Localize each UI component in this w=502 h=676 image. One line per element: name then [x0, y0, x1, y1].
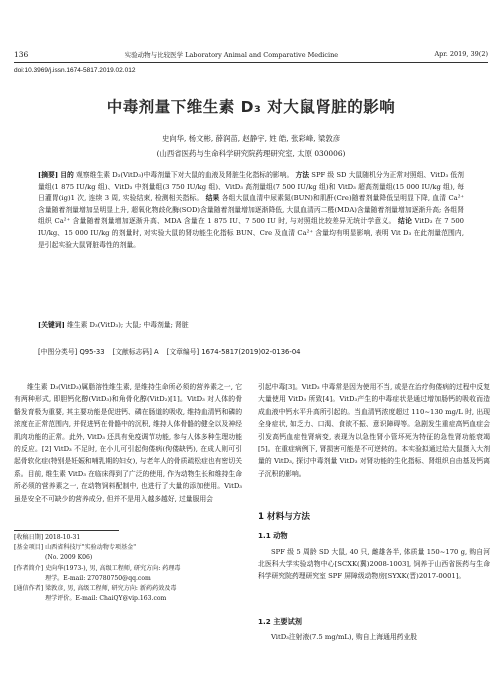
doi: doi:10.3969/j.issn.1674-5817.2019.02.012: [14, 67, 136, 74]
fund-label: [基金项目]: [14, 544, 44, 552]
purpose-label: 目的: [60, 171, 74, 179]
author-list: 史向华, 杨文彬, 薛润苗, 赵静宇, 姓 皓, 张彩峰, 梁敦彦: [161, 134, 341, 143]
purpose-text: 观察维生素 D₃(VitD₃)中毒剂量下对大鼠的血液及肾脏生化指标的影响。: [76, 171, 294, 179]
right-column: [258, 381, 490, 480]
fund-line: [14, 543, 242, 553]
keywords-text: 维生素 D₃(VitD₃); 大鼠; 中毒剂量; 肾脏: [67, 321, 189, 329]
running-header: [14, 48, 488, 60]
subsection-heading-animals: 1.1 动物: [258, 531, 288, 540]
footnote-rule: [14, 530, 119, 531]
animals-paragraph: SPF 级 5 周龄 SD 大鼠, 40 只, 雌雄各半, 体质量 150~170 g, 购自河北医科大学实验动物中心[SCXK(冀)2008-1003], 饲养于山西省医药与生命科学研究院药理研究室 SPF 屏障级动物房[SYXK(晋)2017-0001]。: [258, 548, 490, 581]
result-label: 结果: [205, 194, 220, 203]
corresponding-email: 理学评价。E-mail: ChaiQY@vip.163.com: [45, 595, 167, 603]
left-column: [14, 381, 242, 505]
keywords-label: [关键词]: [38, 321, 65, 329]
reagents-paragraph: VitD₃注射液(7.5 mg/mL), 购自上海通用药业股: [271, 633, 418, 641]
author-bio-label: [作者简介]: [14, 564, 44, 572]
abstract-label: [摘要]: [38, 171, 59, 179]
article-number: [文章编号] 1674-5817(2019)02-0136-04: [166, 348, 301, 356]
paper-title: 中毒剂量下维生素 D₃ 对大鼠肾脏的影响: [106, 98, 396, 116]
subsection-heading-reagents: 1.2 主要试剂: [258, 617, 302, 626]
abstract: [38, 170, 464, 251]
footnotes: [14, 533, 242, 604]
fund-text: 山西省科技厅"实验动物专项基金": [45, 544, 136, 552]
affiliation: (山西省医药与生命科学研究院药理研究室, 太原 030006): [156, 149, 346, 158]
method-label: 方法: [295, 171, 310, 179]
classification-line: [38, 346, 464, 356]
continued-paragraph: 引起中毒[3]。VitD₃ 中毒常是因为使用不当, 或是在治疗佝偻病的过程中反复大量使用 VitD₃ 所致[4]。VitD₃产生的中毒症状是通过增加肠钙的吸收而造成血液中钙水平升高所引起的。当血清钙浓度超过 110~130 mg/L 时, 出现全身症状, 如乏力、口渴、食欲不振、意识障碍等。急剧发生重症高钙血症会引发高钙血症性肾病变, 表现为以急性肾小管坏死为特征的急性肾功能衰竭[5]。在重症病例下, 肾损害可能是不可逆转的。本实验拟通过给大鼠摄入大剂量的 VitD₃, 探讨中毒剂量 VitD₃ 对肾功能的生化指标、肾组织自由基及钙离子沉积的影响。: [258, 383, 490, 478]
result-text: 各组大鼠血清中尿素氮(BUN)和肌酐(Cre)随着剂量降低呈明显下降, 血清 Ca²⁺ 含量随着剂量增加呈明显上升, 超氧化物歧化酶(SOD)含量随着剂量增加逐渐降低, 大鼠血清丙二醛(MDA)含量随着剂量增加逐渐升高; 各组肾组织 Ca²⁺ 含量随着剂量增加逐渐升高、MDA 含量在 1 875 IU、7 500 IU 时, 与对照组比较差异无统计学意义。: [38, 194, 465, 226]
journal-name: 实验动物与比较医学 Laboratory Animal and Comparative Medicine: [124, 50, 339, 59]
page-number: 136: [14, 49, 29, 59]
section-heading-materials: 1 材料与方法: [258, 512, 310, 522]
corresponding-line: [14, 584, 242, 594]
conclusion-text: VitD₃ 在 7 500 IU/kg、15 000 IU/kg 的剂量时, 对实验大鼠的肾功能生化指标 BUN、Cre 及血清 Ca²⁺ 含量均有明显影响, 表明 Vit D₃ 在此剂量范围内, 是引起实验大鼠肾脏毒性的剂量。: [38, 217, 465, 249]
clc-number: [中图分类号] Q95-33: [38, 348, 105, 356]
corresponding-text: 梁敦彦, 男, 高级工程师, 研究方向: 新药药效及毒: [45, 585, 177, 593]
author-bio-email: 理学。E-mail: 270780750@qq.com: [45, 574, 151, 582]
animals-block: [258, 546, 490, 583]
author-bio-line: [14, 564, 242, 574]
document-code: [文献标志码] A: [112, 348, 159, 356]
intro-paragraph: 维生素 D₃(VitD₃)属脂溶性维生素, 是维持生命所必须的营养素之一, 它有两种形式, 即胆钙化醇(VitD₃)和角骨化醇(VitD₂)[1]。VitD₃ 对人体的骨骼发育极为重要, 其主要功能是促进钙、磷在肠道的吸收, 维持血清钙和磷的浓度在正常范围内, 并促进钙在骨骼中的沉积, 维持人体骨骼的健全以及神经肌肉功能的正常。此外, VitD₃ 还具有免疫调节功能, 参与人体多种生理功能的反应。[2] VitD₃ 不足时, 在小儿可引起佝偻病(佝偻缺钙), 在成人则可引起骨软化症(特别是妊娠和哺乳期的妇女), 与老年人的骨质疏松症也有密切关系。目前, 维生素 VitD₃ 在临床得到了广泛的使用, 作为动物生长和维持生命所必须的营养素之一, 在动物饲料配制中, 也进行了大量的添加使用。VitD₃ 虽是安全不可缺少的营养成分, 但并不是用入越多越好, 过量服用会: [14, 383, 242, 503]
reagents-block: [258, 631, 490, 643]
issue-info: Apr. 2019, 39(2): [434, 50, 488, 58]
header-rule: [14, 62, 488, 63]
received-date: [收稿日期] 2018-10-31: [14, 534, 81, 541]
corresponding-label: [通信作者]: [14, 585, 44, 593]
author-bio-text: 史向华(1973-), 男, 高级工程师, 研究方向: 药理毒: [45, 564, 181, 572]
fund-number: (No. 2009 K06): [45, 554, 93, 562]
conclusion-label: 结论: [398, 217, 413, 226]
method-text: SPF 级 SD 大鼠随机分为正常对照组、VitD₃ 低剂量组(1 875 IU/kg 组)、VitD₃ 中剂量组(3 750 IU/kg 组)、VitD₃ 高剂量组(7 500 IU/kg 组)和 VitD₃ 超高剂量组(15 000 IU/kg 组), 每日灌胃(ig)1 次, 连续 3 周, 实验结束, 检测相关指标。: [38, 171, 464, 203]
keywords: [38, 320, 464, 331]
